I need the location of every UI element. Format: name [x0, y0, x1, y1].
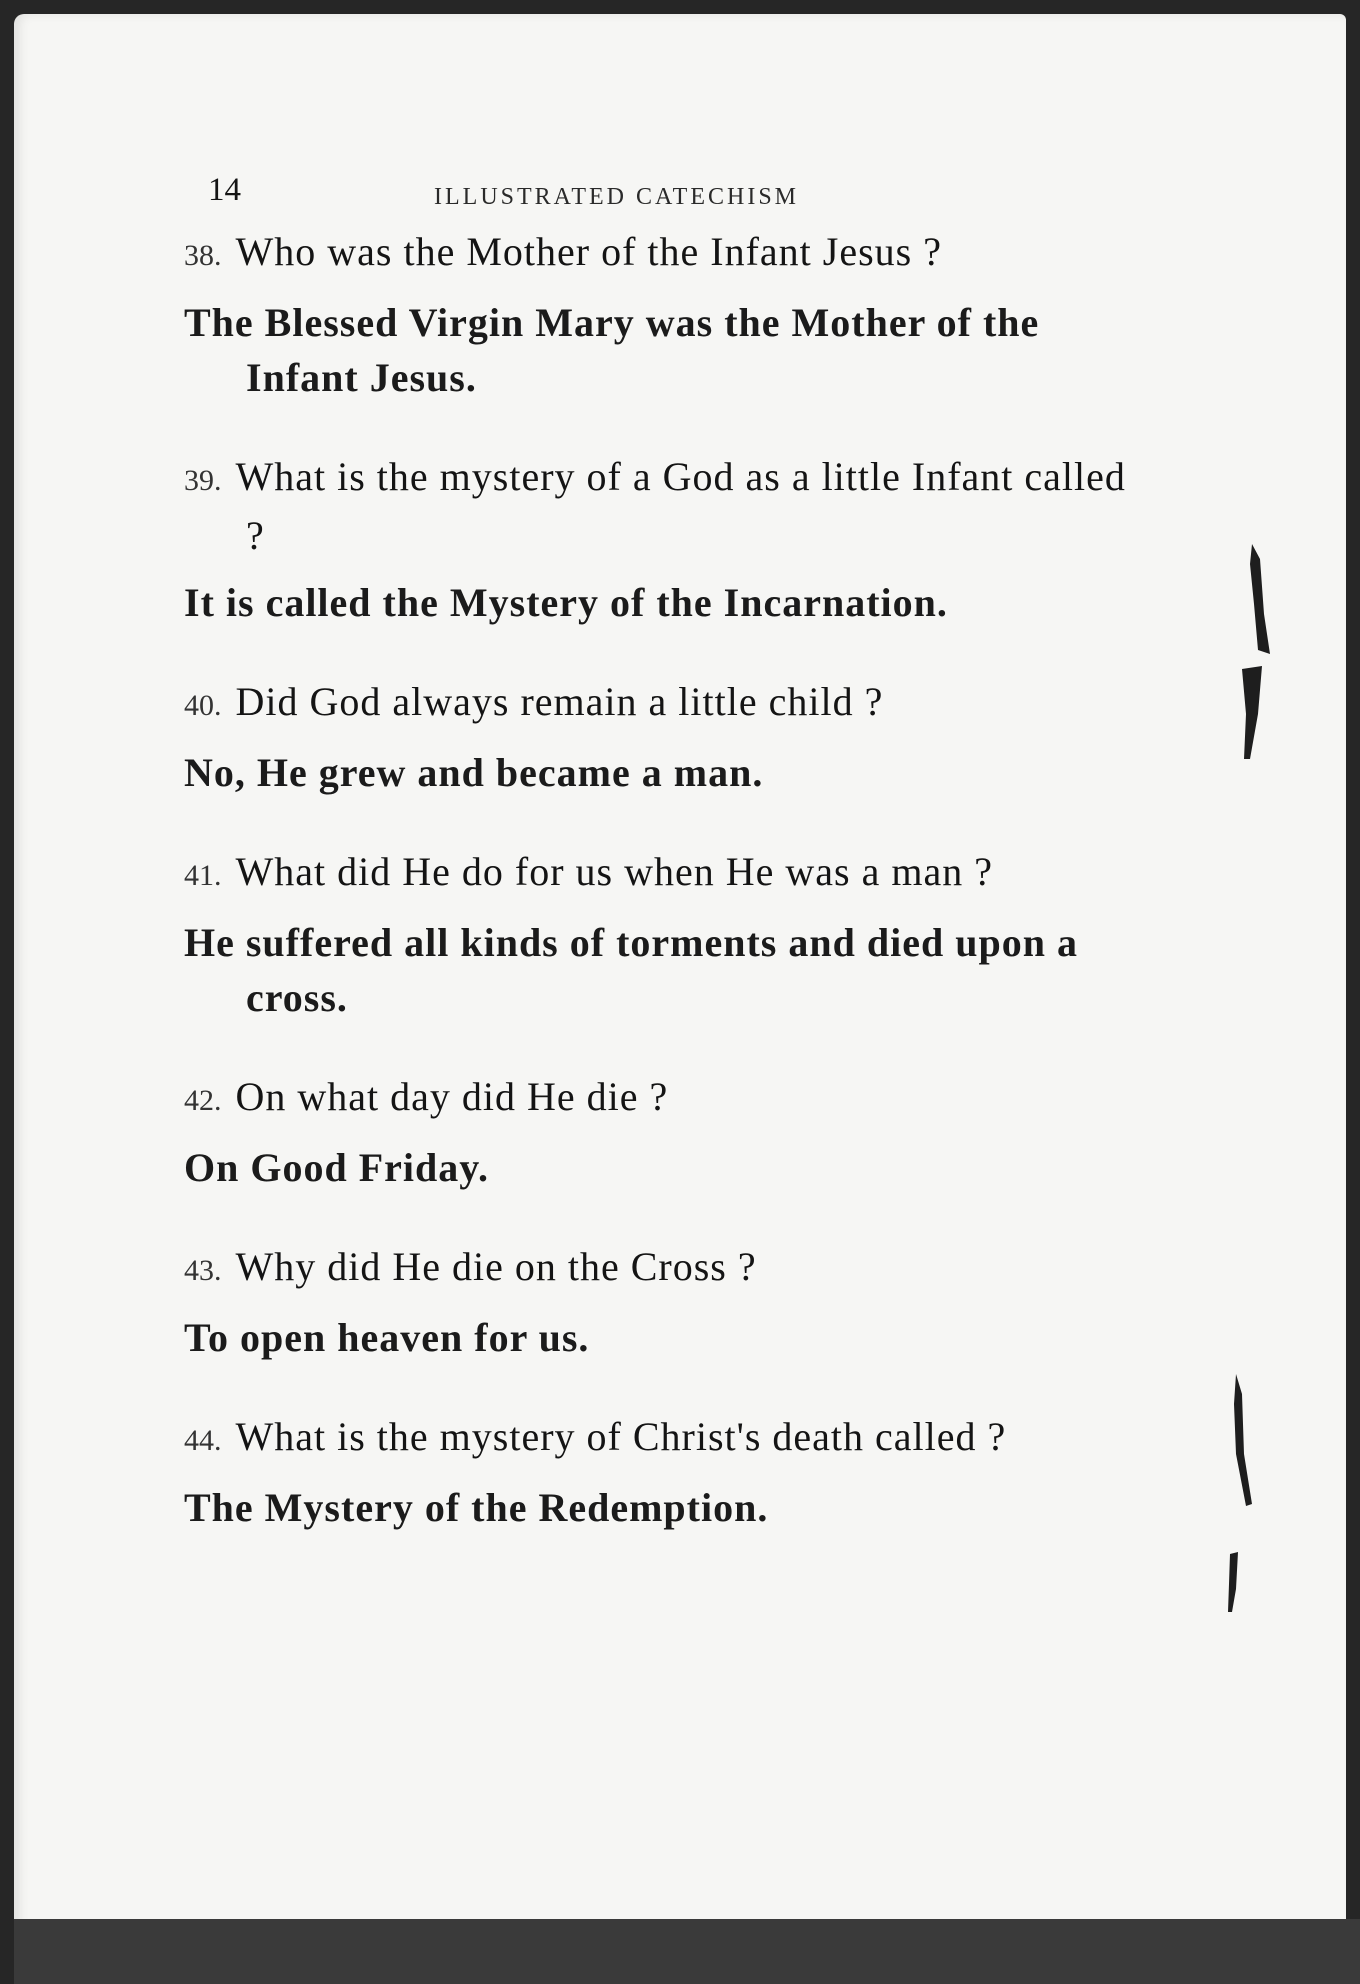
question-number: 44.	[184, 1424, 222, 1457]
question-number: 43.	[184, 1254, 222, 1287]
page-content	[184, 164, 1126, 1579]
answer-text: The Blessed Virgin Mary was the Mother of the Infant Jesus.	[184, 300, 1040, 400]
answer-text: To open heaven for us.	[184, 1315, 590, 1360]
book-page	[14, 14, 1346, 1936]
catechism-entry-38	[184, 224, 1104, 405]
ink-mark	[1228, 1552, 1238, 1612]
question-number: 40.	[184, 689, 222, 722]
question-number: 38.	[184, 239, 222, 272]
question	[184, 1069, 1146, 1128]
answer-text: It is called the Mystery of the Incarnation.	[184, 580, 948, 625]
answer-text: The Mystery of the Redemption.	[184, 1485, 769, 1530]
answer-text: No, He grew and became a man.	[184, 750, 764, 795]
answer-text: On Good Friday.	[184, 1145, 490, 1190]
catechism-entry-41	[184, 844, 1104, 1025]
question	[184, 1239, 1146, 1298]
page-number: 14	[208, 172, 241, 208]
question-text: Why did He die on the Cross ?	[235, 1244, 757, 1289]
question-number: 42.	[184, 1084, 222, 1117]
catechism-entry-39	[184, 449, 1126, 630]
ink-mark	[1234, 1374, 1252, 1506]
question	[184, 1409, 1146, 1468]
catechism-entry-40	[184, 674, 1104, 800]
question	[184, 674, 1146, 733]
question-text: What did He do for us when He was a man ?	[235, 849, 993, 894]
question-text: Did God always remain a little child ?	[235, 679, 884, 724]
question-number: 39.	[184, 464, 222, 497]
catechism-entry-42	[184, 1069, 1104, 1195]
ink-mark	[1250, 544, 1270, 654]
scan-shadow-bar	[14, 1919, 1360, 1984]
question-text: What is the mystery of a God as a little Infant called ?	[235, 454, 1126, 558]
question	[184, 224, 1146, 283]
answer-text: He suffered all kinds of torments and died upon a cross.	[184, 920, 1078, 1020]
question	[184, 449, 1146, 563]
question-number: 41.	[184, 859, 222, 892]
question-text: On what day did He die ?	[235, 1074, 669, 1119]
catechism-entry-44	[184, 1409, 1104, 1535]
running-title: ILLUSTRATED CATECHISM	[434, 184, 800, 210]
question-text: What is the mystery of Christ's death called ?	[235, 1414, 1007, 1459]
question	[184, 844, 1146, 903]
ink-mark	[1242, 666, 1262, 759]
question-text: Who was the Mother of the Infant Jesus ?	[235, 229, 942, 274]
catechism-entry-43	[184, 1239, 1104, 1365]
running-head	[184, 164, 1104, 224]
